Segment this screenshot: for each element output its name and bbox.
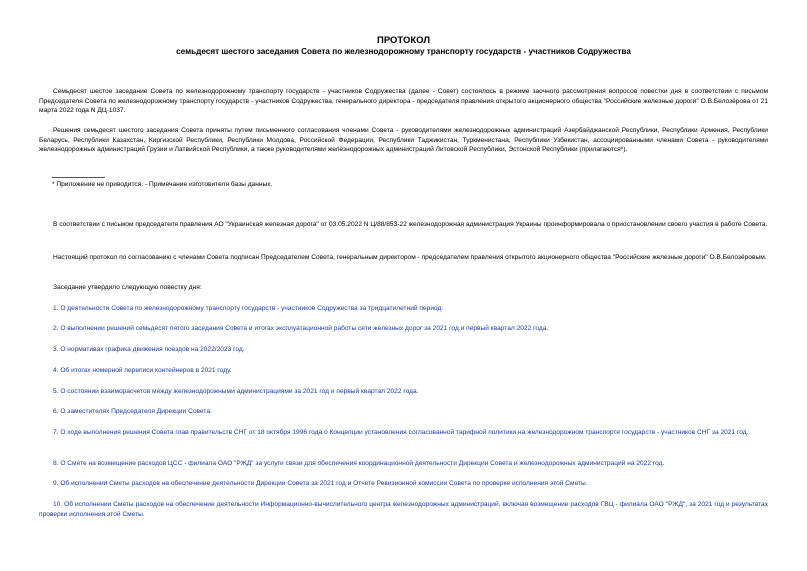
- body-paragraph-1: В соответствии с письмом председателя правления АО "Украинская железная дорога" от 03.05.2022 N Ц/88/853-22 железнодорожная администрация Украины проинформировала о приостановлении своего участия в работе Совета.: [53, 221, 768, 228]
- agenda-item-9[interactable]: 9. Об исполнении Сметы расходов на обеспечение деятельности Дирекции Совета за 2021 год и Отчете Ревизионной комиссии Совета по проверке исполнения этой Сметы.: [53, 480, 588, 487]
- agenda-item-2[interactable]: 2. О выполнении решений семьдесят пятого заседания Совета и итогах эксплуатационной работы сети железных дорог за 2021 год и первый квартал 2022 года.: [53, 325, 549, 332]
- agenda-item-6[interactable]: 6. О заместителях Председателя Дирекции Совета.: [53, 408, 212, 415]
- footnote-divider: [52, 177, 105, 178]
- page-title: ПРОТОКОЛ: [376, 35, 430, 46]
- agenda-intro: Заседание утвердило следующую повестку дня:: [53, 284, 202, 291]
- footnote: * Приложение не приводится. - Примечание изготовителя базы данных.: [52, 181, 273, 188]
- agenda-item-7[interactable]: 7. О ходе выполнения решения Совета глав правительств СНГ от 18 октября 1996 года о Концепции установления согласованной тарифной политики на железнодорожном транспорте государств - участников СНГ за 2021 год.: [53, 429, 749, 436]
- page-subtitle: семьдесят шестого заседания Совета по железнодорожному транспорту государств - участников Содружества: [176, 47, 631, 56]
- agenda-item-1[interactable]: 1. О деятельности Совета по железнодорожному транспорту государств - участников Содружества за тридцатилетний период.: [53, 305, 444, 312]
- agenda-item-3[interactable]: 3. О нормативах графика движения поездов на 2022/2023 год.: [53, 346, 245, 353]
- body-paragraph-2: Настоящий протокол по согласованию с членами Совета подписан Председателем Совета, генеральным директором - председателем правления открытого акционерного общества "Российские железные дороги" О.В.Белозёровым.: [53, 254, 767, 261]
- agenda-item-10[interactable]: 10. Об исполнении Сметы расходов на обеспечение деятельности Информационно-вычислительного центра железнодорожных администраций, включая возмещение расходов ГВЦ - филиала ОАО "РЖД", за 2021 год и результатах проверки исполнения этой Сметы.: [39, 501, 768, 518]
- agenda-item-5[interactable]: 5. О состоянии взаиморасчетов между железнодорожными администрациями за 2021 год и первый квартал 2022 года.: [53, 388, 419, 395]
- agenda-item-8[interactable]: 8. О Смете на возмещение расходов ЦСС - филиала ОАО "РЖД" за услуги связи для обеспечения координационной деятельности Дирекции Совета и железнодорожных администраций на 2022 год.: [53, 460, 665, 467]
- agenda-item-4[interactable]: 4. Об итогах номерной переписи контейнеров в 2021 году.: [53, 367, 232, 374]
- intro-paragraph-2: Решения семьдесят шестого заседания Совета приняты путем письменного согласования членами Совета - руководителями железнодорожных администраций Азербайджанской Республики, Республики Армения, Республики Беларусь, Республики Казахстан, Киргизской Республики, Республики Молдова, Российской Федерации, Республики Таджикистан, Туркменистана, Республики Узбекистан, ассоциированными членами Совета - руководителями железнодорожных администраций Грузии и Латвийской Республики, а также руководителями железнодорожных администраций Литовской Республики, Эстонской Республики (прилагаются*).: [39, 127, 768, 153]
- intro-paragraph-1: Семьдесят шестое заседание Совета по железнодорожному транспорту государств - участников Содружества (далее - Совет) состоялось в режиме заочного рассмотрения вопросов повестки дня в соответствии с письмом Председателя Совета по железнодорожному транспорту государств - участников Содружества, генерального директора - председателя правления открытого акционерного общества "Российские железные дороги" О.В.Белозёрова от 21 марта 2022 года N ДЦ-1037.: [39, 88, 768, 114]
